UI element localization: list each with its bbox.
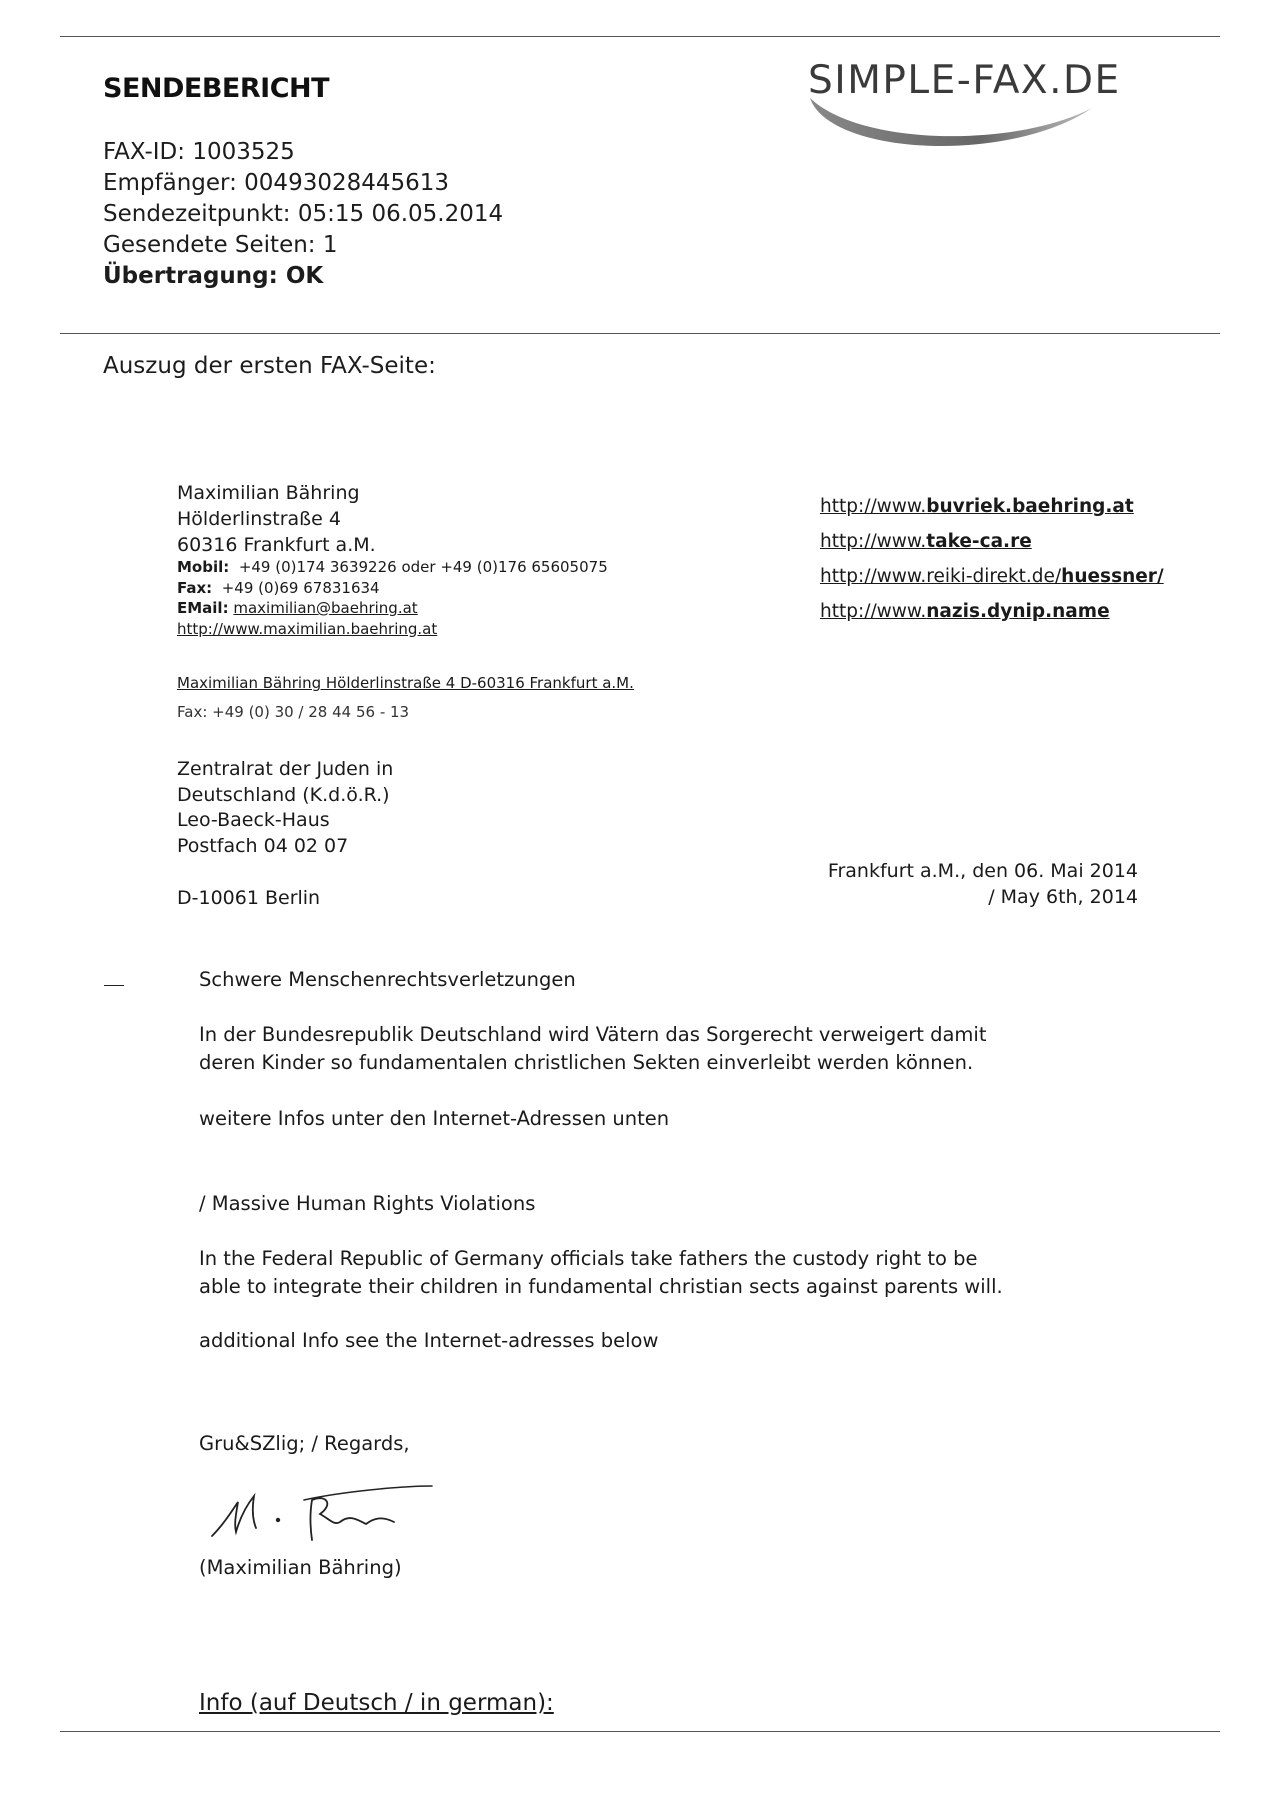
link-item[interactable]: http://www.nazis.dynip.name bbox=[820, 601, 1110, 622]
fax-label: Fax: bbox=[177, 578, 213, 597]
recipient-number: Empfänger: 00493028445613 bbox=[103, 170, 450, 196]
logo-swoosh-icon bbox=[800, 56, 1200, 156]
sender-website-link[interactable]: http://www.maximilian.baehring.at bbox=[177, 619, 438, 638]
transmission-status: Übertragung: OK bbox=[103, 263, 324, 289]
section-divider bbox=[60, 333, 1220, 334]
report-title: SENDEBERICHT bbox=[103, 73, 330, 104]
recipient-address bbox=[177, 757, 393, 859]
handwritten-signature bbox=[200, 1478, 440, 1548]
paragraph-german: In der Bundesrepublik Deutschland wird Vätern das Sorgerecht verweigert damit deren Kinder so fundamentalen christlichen Sekten einverleibt werden können. bbox=[199, 1023, 987, 1074]
letter-date bbox=[828, 858, 1138, 910]
greeting: Gru&SZlig; / Regards, bbox=[199, 1432, 410, 1455]
logo-text: SIMPLE-FAX.DE bbox=[808, 58, 1121, 103]
sender-name: Maximilian Bähring bbox=[177, 482, 360, 504]
top-divider bbox=[60, 36, 1220, 37]
fold-mark bbox=[104, 985, 124, 986]
more-info-german: weitere Infos unter den Internet-Adressen unten bbox=[199, 1107, 670, 1130]
recipient-line: Leo-Baeck-Haus bbox=[177, 809, 330, 831]
recipient-fax: Fax: +49 (0) 30 / 28 44 56 - 13 bbox=[177, 703, 410, 721]
return-address: Maximilian Bähring Hölderlinstraße 4 D-60316 Frankfurt a.M. bbox=[177, 674, 634, 692]
mobile-label: Mobil: bbox=[177, 558, 230, 576]
sender-address bbox=[177, 480, 376, 558]
link-item[interactable]: http://www.buvriek.baehring.at bbox=[820, 496, 1134, 517]
email-link[interactable]: maximilian@baehring.at bbox=[233, 599, 418, 617]
more-info-english: additional Info see the Internet-adresses below bbox=[199, 1329, 659, 1352]
bottom-divider bbox=[60, 1731, 1220, 1732]
date-english: / May 6th, 2014 bbox=[988, 886, 1138, 908]
link-list bbox=[820, 489, 1164, 629]
pages-sent: Gesendete Seiten: 1 bbox=[103, 232, 338, 258]
send-time: Sendezeitpunkt: 05:15 06.05.2014 bbox=[103, 201, 504, 227]
subject-german: Schwere Menschenrechtsverletzungen bbox=[199, 968, 576, 991]
excerpt-label: Auszug der ersten FAX-Seite: bbox=[103, 353, 436, 379]
link-item[interactable]: http://www.take-ca.re bbox=[820, 531, 1032, 552]
recipient-line: Zentralrat der Juden in bbox=[177, 758, 394, 780]
link-item[interactable]: http://www.reiki-direkt.de/huessner/ bbox=[820, 566, 1164, 587]
mobile-value: +49 (0)174 3639226 oder +49 (0)176 65605075 bbox=[238, 558, 608, 576]
date-german: Frankfurt a.M., den 06. Mai 2014 bbox=[827, 860, 1138, 882]
report-details bbox=[103, 137, 503, 292]
recipient-city: D-10061 Berlin bbox=[177, 887, 321, 909]
recipient-line: Postfach 04 02 07 bbox=[177, 834, 349, 857]
fax-value: +49 (0)69 67831634 bbox=[221, 578, 380, 597]
sender-street: Hölderlinstraße 4 bbox=[177, 508, 341, 530]
info-heading: Info (auf Deutsch / in german): bbox=[199, 1690, 554, 1716]
recipient-line: Deutschland (K.d.ö.R.) bbox=[177, 783, 390, 806]
sender-contact bbox=[177, 557, 608, 639]
signature-name: (Maximilian Bähring) bbox=[199, 1556, 402, 1579]
paragraph-english: In the Federal Republic of Germany officials take fathers the custody right to be able to integrate their children in fundamental christian sects against parents will. bbox=[199, 1247, 1003, 1298]
simple-fax-logo bbox=[800, 56, 1200, 156]
sender-city: 60316 Frankfurt a.M. bbox=[177, 534, 376, 556]
subject-english: / Massive Human Rights Violations bbox=[199, 1192, 536, 1215]
email-label: EMail: bbox=[177, 599, 229, 617]
fax-id: FAX-ID: 1003525 bbox=[103, 139, 295, 165]
